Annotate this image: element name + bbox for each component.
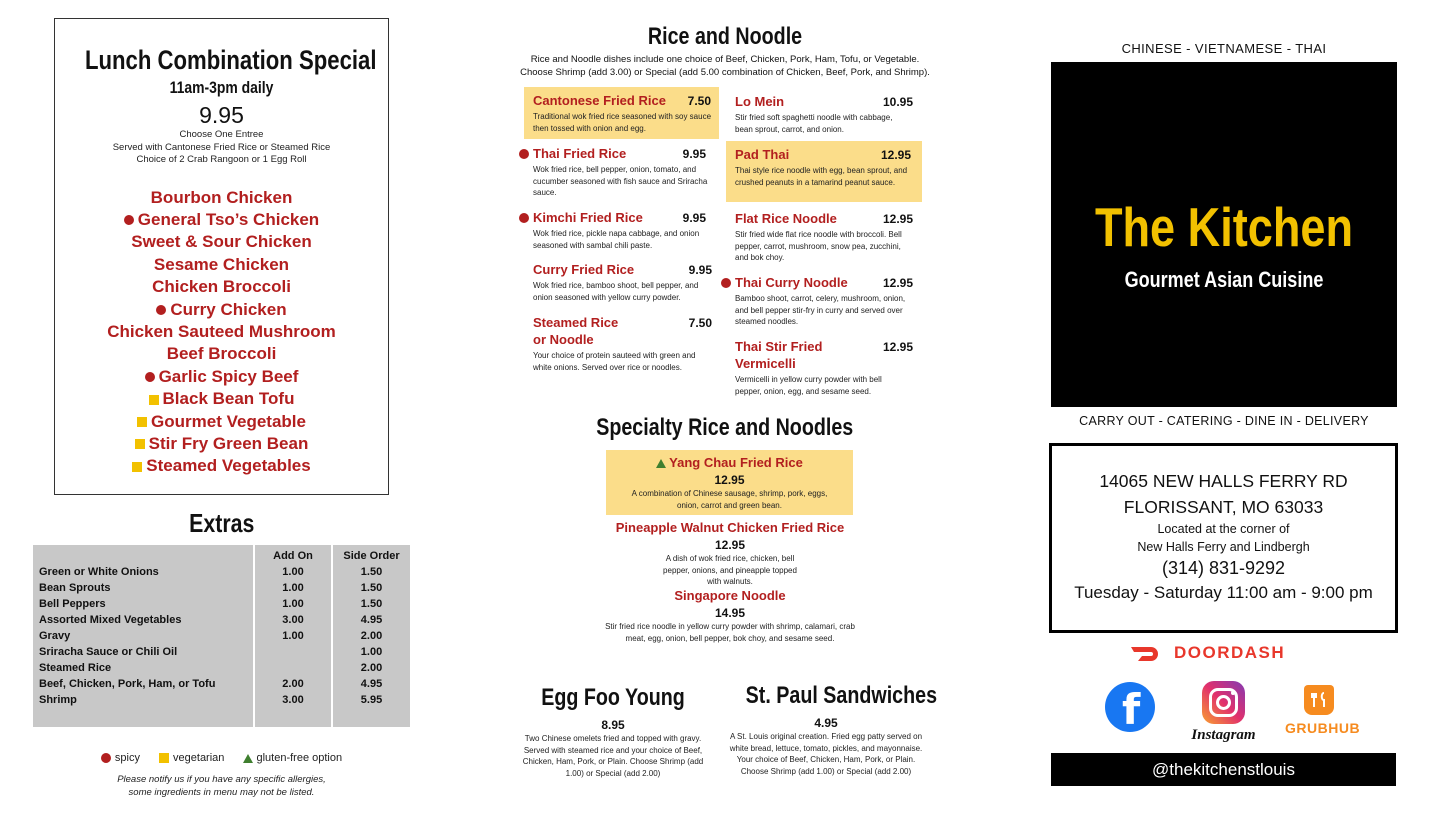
- spicy-icon: [101, 753, 111, 763]
- address-line-1: 14065 NEW HALLS FERRY RD: [1099, 471, 1348, 491]
- list-item: Black Bean Tofu: [55, 388, 388, 410]
- vegetarian-icon: [159, 753, 169, 763]
- restaurant-tagline: Gourmet Asian Cuisine: [1124, 267, 1324, 292]
- rice-noodle-intro: Rice and Noodle dishes include one choice of Beef, Chicken, Pork, Ham, Tofu, or Vegetable. Choose Shrimp (add 3.00) or Special (add 5.00 combination of Chicken, Beef, Pork, and Shrimp).: [520, 54, 930, 78]
- egg-foo-young-heading: Egg Foo Young: [541, 684, 685, 711]
- restaurant-logo: [1051, 62, 1397, 407]
- social-handle[interactable]: @thekitchenstlouis: [1051, 753, 1396, 786]
- menu-item: Flat Rice Noodle 12.95 Stir fried wide flat rice noodle with broccoli. Bell pepper, carrot, mushroom, snow pea, zucchini, and bok choy.: [735, 211, 913, 262]
- vegetarian-icon: [135, 439, 145, 449]
- menu-item: Thai Curry Noodle 12.95 Bamboo shoot, carrot, celery, mushroom, onion, and bell pepper stir-fry in curry and served over steamed noodles.: [721, 274, 915, 328]
- gluten-free-icon: [243, 754, 253, 763]
- services-line: CARRY OUT - CATERING - DINE IN - DELIVERY: [1079, 414, 1369, 428]
- doordash-icon: [1130, 643, 1166, 665]
- list-item: Chicken Broccoli: [152, 277, 291, 297]
- grubhub-link[interactable]: GRUBHUB: [1285, 683, 1353, 739]
- address-line-2: FLORISSANT, MO 63033: [1123, 497, 1324, 517]
- vegetarian-icon: [137, 417, 147, 427]
- spicy-icon: [519, 213, 529, 223]
- table-row: Beef, Chicken, Pork, Ham, or Tofu 2.00 4.95: [33, 676, 410, 692]
- list-item: Sweet & Sour Chicken: [131, 232, 312, 252]
- list-item: Curry Chicken: [55, 299, 388, 321]
- spicy-icon: [156, 305, 166, 315]
- lunch-hours: 11am-3pm daily: [169, 78, 274, 97]
- list-item: Chicken Sauteed Mushroom: [107, 321, 336, 341]
- menu-item: Thai Fried Rice 9.95 Wok fried rice, bell pepper, onion, tomato, and cucumber seasoned with fish sauce and Sriracha sauce.: [519, 145, 714, 199]
- table-row: Green or White Onions 1.00 1.50: [33, 564, 410, 580]
- vegetarian-icon: [149, 395, 159, 405]
- facebook-icon[interactable]: f: [1105, 682, 1155, 732]
- st-paul-section: [728, 682, 938, 777]
- rice-noodle-heading: Rice and Noodle: [647, 23, 803, 50]
- cuisine-types: CHINESE - VIETNAMESE - THAI: [1121, 41, 1327, 56]
- list-item: General Tso’s Chicken: [55, 209, 388, 231]
- menu-item: Steamed Rice or Noodle 7.50 Your choice of protein sauteed with green and white onions. Served over rice or noodles.: [533, 315, 712, 372]
- menu-item: Pineapple Walnut Chicken Fried Rice 12.95 A dish of wok fried rice, chicken, bell pepper, onions, and pineapple topped with walnuts.: [615, 520, 845, 586]
- egg-foo-young-section: [513, 684, 713, 779]
- phone-number[interactable]: (314) 831-9292: [1161, 558, 1286, 578]
- lunch-line-1: Choose One Entree: [179, 129, 264, 140]
- lunch-entree-list: [55, 187, 388, 478]
- table-row: Steamed Rice 2.00: [33, 660, 410, 676]
- lunch-title: Lunch Combination Special: [84, 45, 377, 75]
- menu-item: Yang Chau Fried Rice 12.95 A combination of Chinese sausage, shrimp, pork, eggs, onion, carrot and green bean.: [606, 450, 853, 515]
- st-paul-heading: St. Paul Sandwiches: [745, 682, 938, 709]
- instagram-icon[interactable]: [1202, 681, 1245, 724]
- address-box: [1049, 443, 1398, 633]
- doordash-link[interactable]: DOORDASH: [1130, 642, 1310, 666]
- list-item: Sesame Chicken: [153, 254, 290, 274]
- list-item: Bourbon Chicken: [150, 187, 293, 207]
- table-row: Gravy 1.00 2.00: [33, 628, 410, 644]
- menu-item: Pad Thai 12.95 Thai style rice noodle with egg, bean sprout, and crushed peanuts in a tamarind peanut sauce.: [726, 141, 922, 202]
- location-line-1: Located at the corner of: [1157, 522, 1290, 536]
- extras-heading: Extras: [188, 508, 255, 538]
- spicy-icon: [721, 278, 731, 288]
- list-item: Beef Broccoli: [166, 344, 277, 364]
- lunch-line-3: Choice of 2 Crab Rangoon or 1 Egg Roll: [136, 154, 307, 165]
- specialty-heading: Specialty Rice and Noodles: [596, 414, 854, 441]
- vegetarian-icon: [132, 462, 142, 472]
- lunch-price: 9.95: [199, 102, 244, 128]
- spicy-icon: [145, 372, 155, 382]
- list-item: Gourmet Vegetable: [55, 411, 388, 433]
- lunch-special-box: [54, 18, 389, 495]
- restaurant-name: The Kitchen: [1094, 196, 1354, 258]
- table-header-row: Add On Side Order: [33, 545, 410, 564]
- egg-foo-young-desc: Two Chinese omelets fried and topped with gravy. Served with steamed rice and your choice of Beef, Chicken, Ham, Pork, or Plain. Choose Shrimp (add 1.00) or Special (add 2.00): [522, 734, 704, 778]
- table-row: Bean Sprouts 1.00 1.50: [33, 580, 410, 596]
- menu-item: Curry Fried Rice 9.95 Wok fried rice, bamboo shoot, bell pepper, and onion seasoned with yellow curry powder.: [533, 262, 712, 302]
- legend-vegetarian: vegetarian: [159, 752, 224, 764]
- table-row: Bell Peppers 1.00 1.50: [33, 596, 410, 612]
- egg-foo-young-price: 8.95: [601, 718, 625, 732]
- menu-item: Singapore Noodle 14.95 Stir fried rice noodle in yellow curry powder with shrimp, calamari, crab meat, egg, onion, bell pepper, bok choy, and sesame seed.: [605, 588, 855, 643]
- extras-table: [33, 545, 410, 727]
- table-row: Sriracha Sauce or Chili Oil 1.00: [33, 644, 410, 660]
- table-row: Assorted Mixed Vegetables 3.00 4.95: [33, 612, 410, 628]
- legend-gluten-free: gluten-free option: [243, 752, 342, 764]
- lunch-line-2: Served with Cantonese Fried Rice or Steamed Rice: [112, 141, 331, 153]
- menu-item: Thai Stir Fried Vermicelli 12.95 Vermicelli in yellow curry powder with bell pepper, onion, egg, and sesame seed.: [735, 339, 913, 396]
- spicy-icon: [124, 215, 134, 225]
- list-item: Stir Fry Green Bean: [55, 433, 388, 455]
- location-line-2: New Halls Ferry and Lindbergh: [1137, 540, 1310, 554]
- menu-item: Cantonese Fried Rice 7.50 Traditional wok fried rice seasoned with soy sauce then tossed with onion and egg.: [524, 87, 719, 139]
- menu-item: Kimchi Fried Rice 9.95 Wok fried rice, pickle napa cabbage, and onion seasoned with sambal chili paste.: [519, 209, 714, 251]
- business-hours: Tuesday - Saturday 11:00 am - 9:00 pm: [1074, 583, 1373, 602]
- allergy-note: Please notify us if you have any specific allergies, some ingredients in menu may not be listed.: [117, 774, 326, 798]
- list-item: Steamed Vegetables: [55, 455, 388, 477]
- instagram-label: Instagram: [1191, 727, 1256, 743]
- legend: [33, 752, 410, 764]
- gluten-free-icon: [656, 459, 666, 468]
- st-paul-price: 4.95: [814, 716, 838, 730]
- st-paul-desc: A St. Louis original creation. Fried egg patty served on white bread, lettuce, tomato, pickles, and mayonnaise. Your choice of Beef, Chicken, Ham, Pork, or Plain. Choose Shrimp (add 1.00) or Special (add 2.00): [729, 732, 923, 776]
- spicy-icon: [519, 149, 529, 159]
- legend-spicy: spicy: [101, 752, 140, 764]
- menu-item: Lo Mein 10.95 Stir fried soft spaghetti noodle with cabbage, bean sprout, carrot, and onion.: [735, 94, 913, 134]
- grubhub-icon: [1304, 685, 1334, 715]
- list-item: Garlic Spicy Beef: [55, 366, 388, 388]
- table-row: Shrimp 3.00 5.95: [33, 692, 410, 708]
